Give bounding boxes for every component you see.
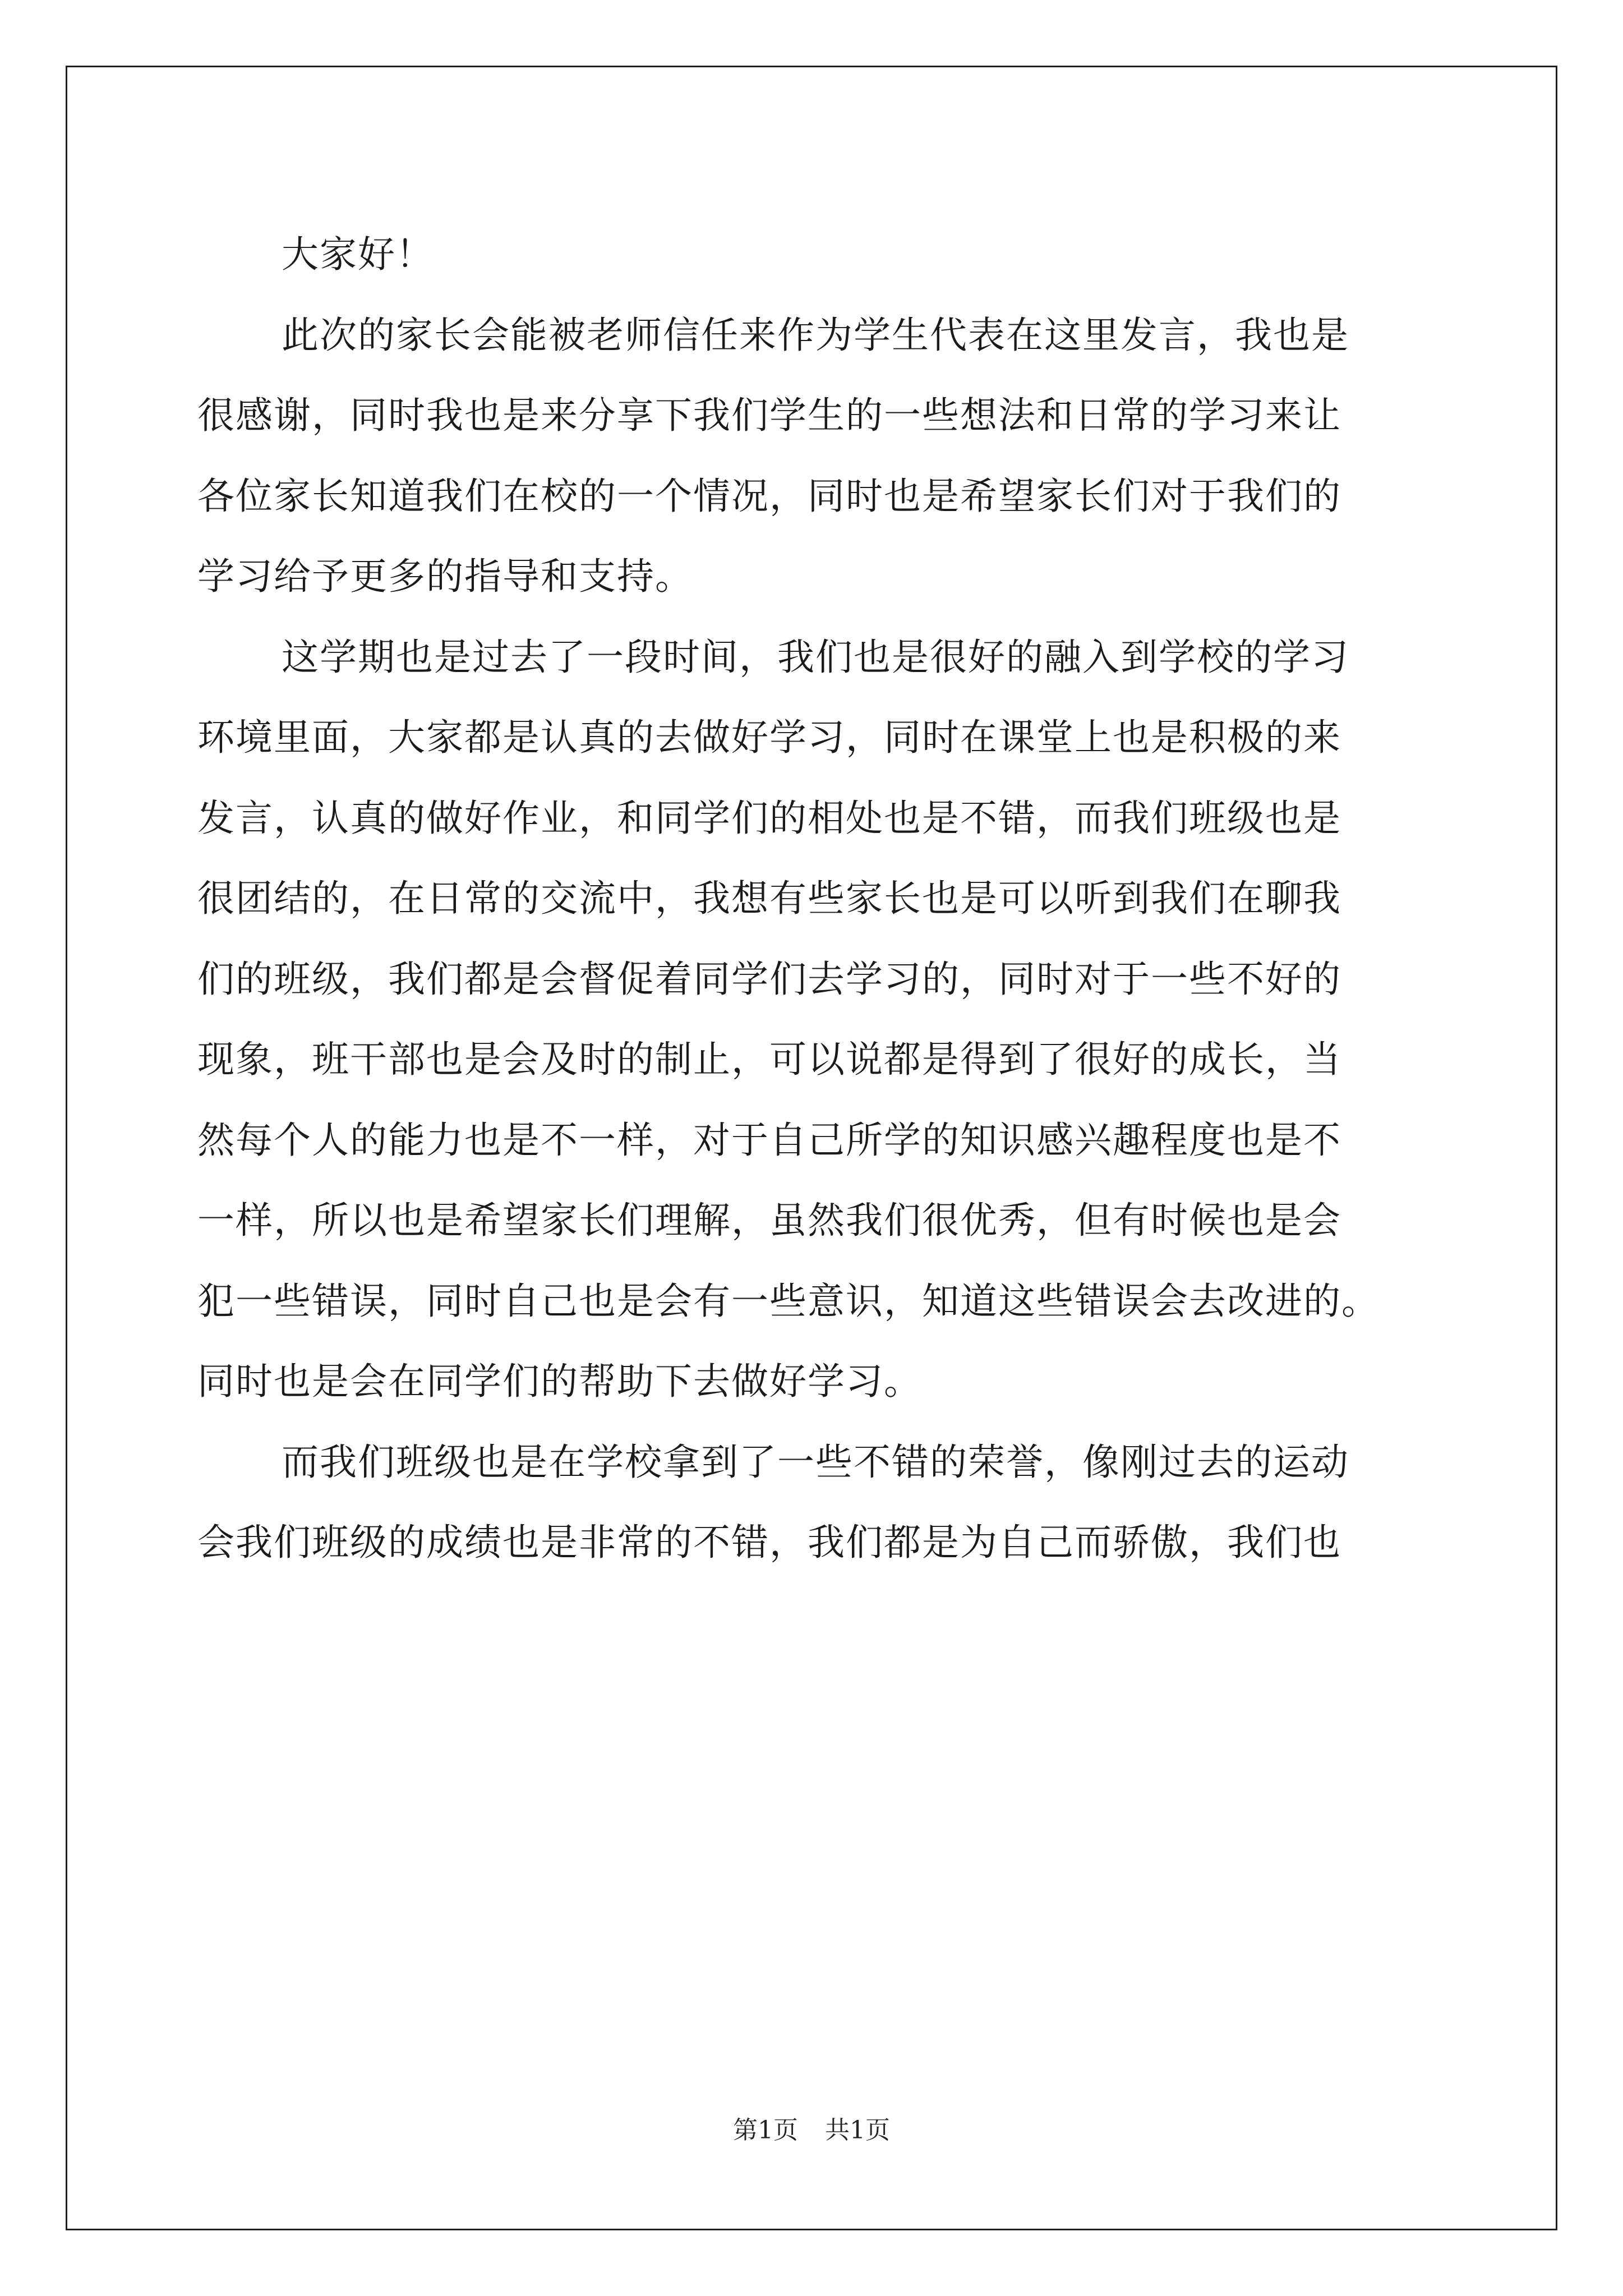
text-line: 很感谢，同时我也是来分享下我们学生的一些想法和日常的学习来让 bbox=[197, 394, 1341, 437]
text-line: 发言，认真的做好作业，和同学们的相处也是不错，而我们班级也是 bbox=[197, 796, 1341, 840]
document-body bbox=[197, 214, 1426, 1583]
text-line: 一样，所以也是希望家长们理解，虽然我们很优秀，但有时候也是会 bbox=[197, 1199, 1341, 1242]
text-line: 此次的家长会能被老师信任来作为学生代表在这里发言，我也是 bbox=[282, 313, 1349, 357]
text-line: 各位家长知道我们在校的一个情况，同时也是希望家长们对于我们的 bbox=[197, 474, 1341, 518]
page-number-total: 共1页 bbox=[825, 2116, 890, 2145]
text-line: 这学期也是过去了一段时间，我们也是很好的融入到学校的学习 bbox=[282, 635, 1349, 679]
text-line: 犯一些错误，同时自己也是会有一些意识，知道这些错误会去改进的。 bbox=[197, 1279, 1380, 1323]
page-footer bbox=[0, 2114, 1623, 2147]
text-line: 大家好！ bbox=[282, 233, 434, 276]
text-line: 然每个人的能力也是不一样，对于自己所学的知识感兴趣程度也是不 bbox=[197, 1118, 1341, 1162]
text-line: 们的班级，我们都是会督促着同学们去学习的，同时对于一些不好的 bbox=[197, 957, 1341, 1001]
text-line: 同时也是会在同学们的帮助下去做好学习。 bbox=[197, 1360, 922, 1403]
text-line: 学习给予更多的指导和支持。 bbox=[197, 555, 693, 598]
text-line: 环境里面，大家都是认真的去做好学习，同时在课堂上也是积极的来 bbox=[197, 716, 1341, 759]
text-line: 而我们班级也是在学校拿到了一些不错的荣誉，像刚过去的运动 bbox=[282, 1440, 1349, 1484]
text-line: 会我们班级的成绩也是非常的不错，我们都是为自己而骄傲，我们也 bbox=[197, 1521, 1341, 1564]
page-number-current: 第1页 bbox=[733, 2116, 798, 2145]
text-line: 现象，班干部也是会及时的制止，可以说都是得到了很好的成长，当 bbox=[197, 1038, 1341, 1081]
text-line: 很团结的，在日常的交流中，我想有些家长也是可以听到我们在聊我 bbox=[197, 877, 1341, 920]
